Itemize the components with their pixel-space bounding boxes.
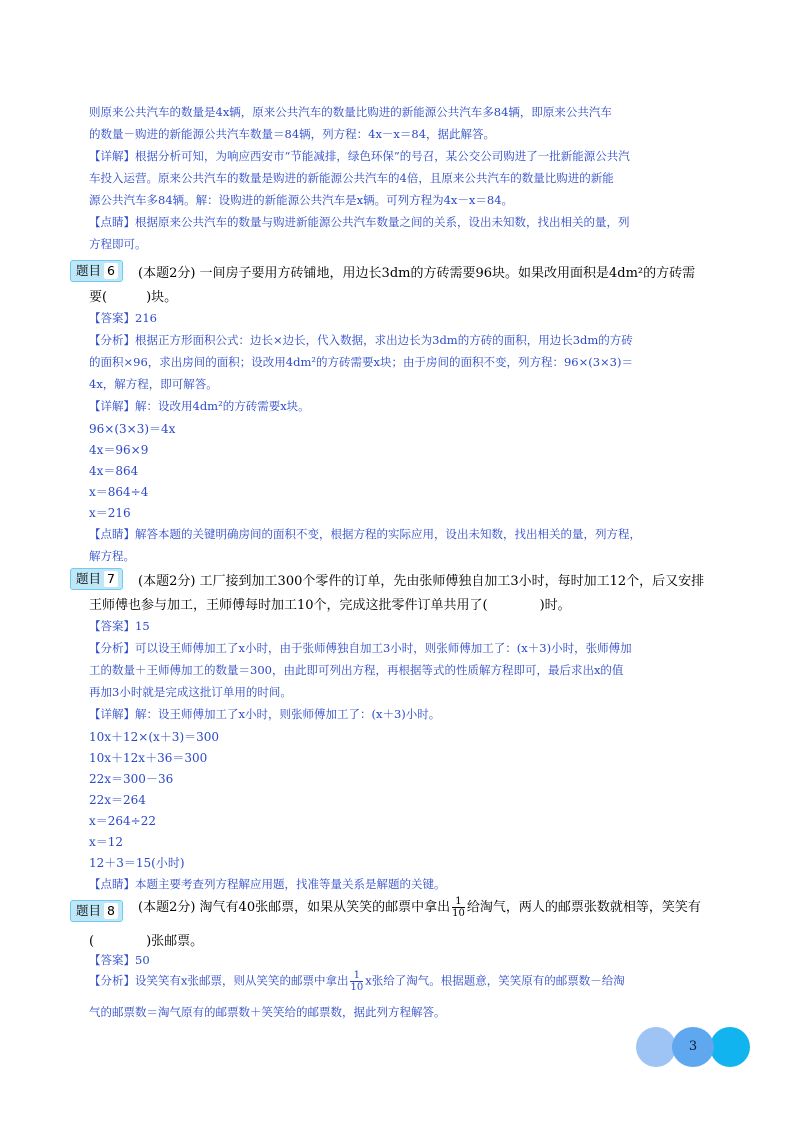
fraction-numerator: 1 xyxy=(452,896,465,908)
remark-line: 【点睛】本题主要考查列方程解应用题，找准等量关系是解题的关键。 xyxy=(89,877,446,891)
detail-line: 源公共汽车多84辆。解：设购进的新能源公共汽车是x辆。可列方程为4x－x＝84。 xyxy=(89,193,514,207)
question-tag-label: 题目 xyxy=(76,571,102,586)
question-tag xyxy=(70,900,123,922)
analysis-line: 的面积×96，求出房间的面积；设改用4dm²的方砖需要x块；由于房间的面积不变，列方程：96×(3×3)＝ xyxy=(89,355,633,369)
remark-line: 【点睛】根据原来公共汽车的数量与购进新能源公共汽车数量之间的关系，设出未知数，找出相关的量，列 xyxy=(89,215,630,229)
equation-line: 10x＋12x＋36＝300 xyxy=(89,751,208,765)
equation-line: x＝12 xyxy=(89,835,124,849)
equation-line: 96×(3×3)＝4x xyxy=(89,422,176,436)
question-tag xyxy=(70,568,123,590)
question-text: (本题2分) 工厂接到加工300个零件的订单，先由张师傅独自加工3小时，每时加工12个，后又安排 xyxy=(138,574,705,589)
page-number: 3 xyxy=(672,1027,714,1067)
question-text: 要( )块。 xyxy=(89,290,178,305)
analysis-line: 4x，解方程，即可解答。 xyxy=(89,377,218,391)
question-number: 7 xyxy=(104,571,118,587)
question-text: 王师傅也参与加工，王师傅每时加工10个，完成这批零件订单共用了( )时。 xyxy=(89,598,571,613)
analysis-line: 【分析】根据正方形面积公式：边长×边长，代入数据，求出边长为3dm的方砖的面积，用边长3dm的方砖 xyxy=(89,333,633,347)
analysis-line: 再加3小时就是完成这批订单用的时间。 xyxy=(89,685,292,699)
question-tag-label: 题目 xyxy=(76,263,102,278)
page-badge-left-circle xyxy=(636,1027,676,1067)
page-badge-right-circle xyxy=(710,1027,750,1067)
equation-line: 22x＝300－36 xyxy=(89,772,174,786)
question-text-part: (本题2分) 淘气有40张邮票，如果从笑笑的邮票中拿出 xyxy=(138,900,451,915)
equation-line: 4x＝864 xyxy=(89,464,139,478)
detail-line: 【详解】根据分析可知，为响应西安市“节能减排，绿色环保”的号召，某公交公司购进了一批新能源公共汽 xyxy=(89,149,630,163)
analysis-line: 则原来公共汽车的数量是4x辆，原来公共汽车的数量比购进的新能源公共汽车多84辆，即原来公共汽车 xyxy=(89,105,612,119)
question-tag xyxy=(70,260,123,282)
remark-line: 【点睛】解答本题的关键明确房间的面积不变，根据方程的实际应用，设出未知数，找出相关的量，列方程， xyxy=(89,527,641,541)
analysis-line: 工的数量＋王师傅加工的数量＝300，由此即可列出方程，再根据等式的性质解方程即可，最后求出x的值 xyxy=(89,663,624,677)
analysis-text-part: 【分析】设笑笑有x张邮票，则从笑笑的邮票中拿出 xyxy=(89,973,349,988)
equation-line: x＝264÷22 xyxy=(89,814,156,828)
question-tag-label: 题目 xyxy=(76,903,102,918)
question-text xyxy=(138,896,701,919)
question-number: 8 xyxy=(104,903,118,919)
question-text: (本题2分) 一间房子要用方砖铺地，用边长3dm的方砖需要96块。如果改用面积是4dm²的方砖需 xyxy=(138,266,696,281)
detail-line: 【详解】解：设王师傅加工了x小时，则张师傅加工了：(x＋3)小时。 xyxy=(89,707,441,721)
question-text-part: 给淘气，两人的邮票张数就相等，笑笑有 xyxy=(466,900,701,915)
equation-line: x＝216 xyxy=(89,506,131,520)
fraction-numerator: 1 xyxy=(350,970,363,982)
question-number: 6 xyxy=(104,263,118,279)
answer-line: 【答案】50 xyxy=(89,953,150,967)
remark-line: 方程即可。 xyxy=(89,237,147,251)
answer-line: 【答案】216 xyxy=(89,311,157,325)
equation-line: x＝864÷4 xyxy=(89,485,149,499)
equation-line: 22x＝264 xyxy=(89,793,146,807)
fraction xyxy=(350,970,363,993)
fraction xyxy=(452,896,465,919)
analysis-text-part: x张给了淘气。根据题意，笑笑原有的邮票数－给淘 xyxy=(365,973,625,988)
fraction-denominator: 10 xyxy=(350,982,364,993)
analysis-line: 【分析】可以设王师傅加工了x小时，由于张师傅独自加工3小时，则张师傅加工了：(x＋3)小时，张师傅加 xyxy=(89,641,632,655)
equation-line: 12＋3＝15(小时) xyxy=(89,856,185,870)
analysis-line: 的数量－购进的新能源公共汽车数量＝84辆，列方程：4x－x＝84，据此解答。 xyxy=(89,127,496,141)
answer-line: 【答案】15 xyxy=(89,619,150,633)
analysis-line xyxy=(89,970,625,993)
analysis-line: 气的邮票数＝淘气原有的邮票数＋笑笑给的邮票数，据此列方程解答。 xyxy=(89,1005,446,1019)
remark-line: 解方程。 xyxy=(89,549,135,563)
equation-line: 10x＋12×(x＋3)＝300 xyxy=(89,730,220,744)
question-text: ( )张邮票。 xyxy=(89,934,204,949)
equation-line: 4x＝96×9 xyxy=(89,443,149,457)
detail-line: 【详解】解：设改用4dm²的方砖需要x块。 xyxy=(89,399,310,413)
detail-line: 车投入运营。原来公共汽车的数量是购进的新能源公共汽车的4倍，且原来公共汽车的数量比购进的新能 xyxy=(89,171,614,185)
fraction-denominator: 10 xyxy=(452,908,465,919)
